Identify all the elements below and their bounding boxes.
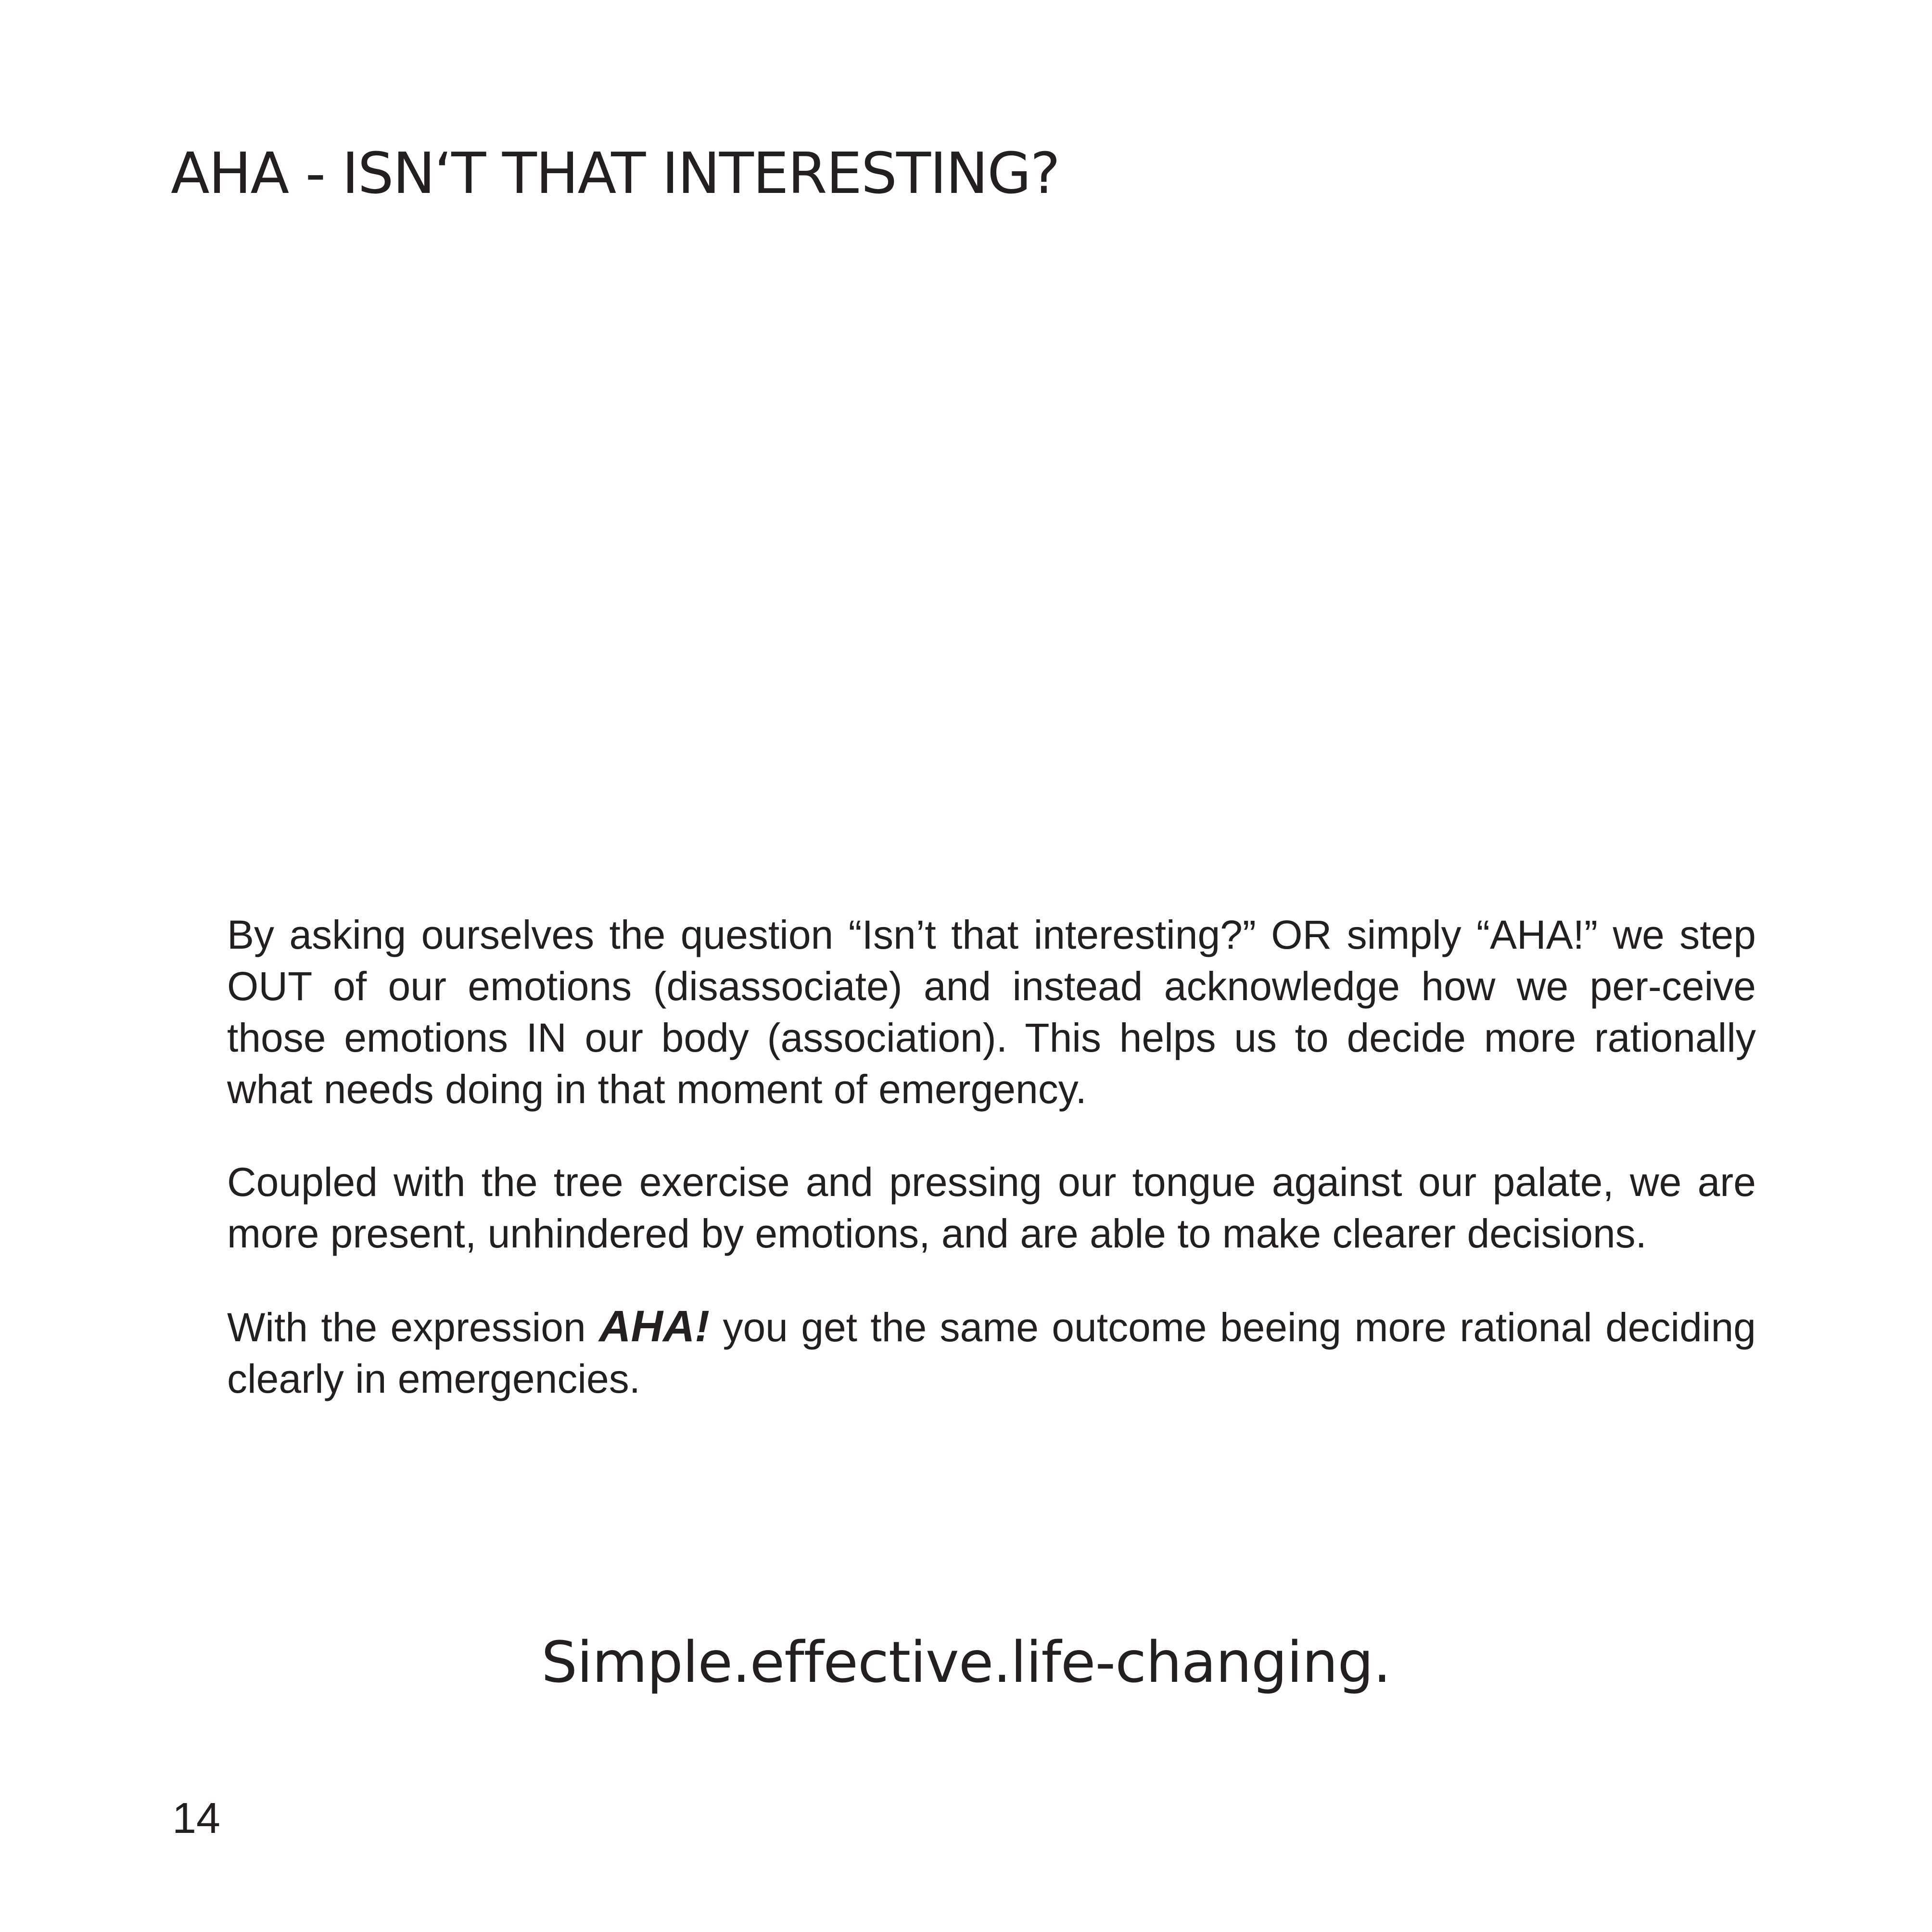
- paragraph-2: Coupled with the tree exercise and pressing our tongue against our palate, we are more present, unhindered by emotions, and are able to make clearer decisions.: [227, 1159, 1756, 1256]
- tagline: Simple.effective.life-changing.: [541, 1629, 1391, 1695]
- aha-emphasis: AHA!: [599, 1302, 710, 1351]
- page-number: 14: [172, 1794, 221, 1843]
- paragraph-1: By asking ourselves the question “Isn’t that interesting?” OR simply “AHA!” we step OUT of our emotions (disassociate) and instead acknowledge how we per-ceive those emotions IN our body (association). This helps us to decide more rationally what needs doing in that moment of emergency.: [227, 912, 1756, 1112]
- paragraph-3-end: you get the same outcome beeing more rational deciding clearly in emergencies.: [227, 1305, 1756, 1401]
- paragraph-3-start: With the expression: [227, 1305, 599, 1350]
- paragraph-3: [227, 1301, 1756, 1405]
- page-title: AHA - ISN‘T THAT INTERESTING?: [171, 140, 1060, 206]
- body-text: [227, 909, 1756, 1405]
